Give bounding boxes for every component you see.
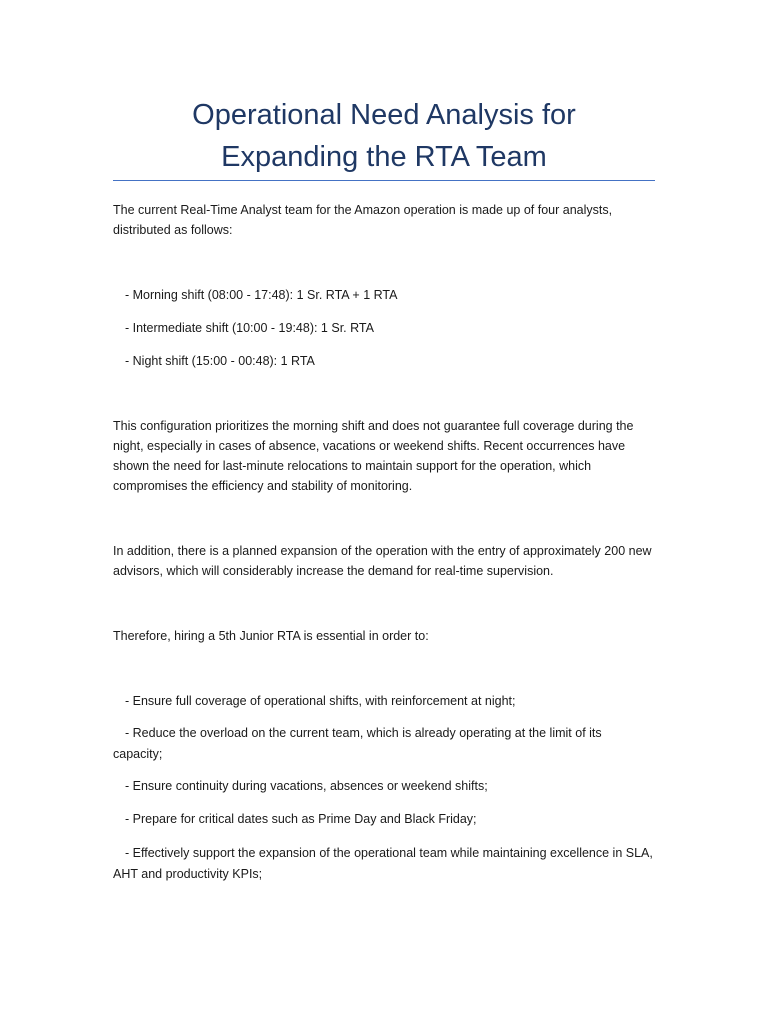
- reason-item-coverage: - Ensure full coverage of operational shifts, with reinforcement at night;: [125, 694, 516, 708]
- shift-item-night: - Night shift (15:00 - 00:48): 1 RTA: [125, 354, 315, 368]
- reason-item-expansion-support: - Effectively support the expansion of the operational team while maintaining excellence in SLA, AHT and productivity KPIs;: [113, 846, 653, 881]
- intro-paragraph: The current Real-Time Analyst team for the Amazon operation is made up of four analysts, distributed as follows:: [113, 203, 613, 237]
- reason-item-continuity: - Ensure continuity during vacations, absences or weekend shifts;: [125, 779, 488, 793]
- document-title: [113, 94, 655, 178]
- therefore-paragraph: Therefore, hiring a 5th Junior RTA is essential in order to:: [113, 629, 429, 643]
- title-underline: [113, 180, 655, 181]
- reason-item-overload: - Reduce the overload on the current team, which is already operating at the limit of its capacity;: [113, 726, 602, 761]
- reason-item-critical-dates: - Prepare for critical dates such as Prime Day and Black Friday;: [125, 812, 477, 826]
- shift-item-morning: - Morning shift (08:00 - 17:48): 1 Sr. RTA + 1 RTA: [125, 288, 398, 302]
- title-line-2: Expanding the RTA Team: [221, 141, 547, 173]
- title-line-1: Operational Need Analysis for: [192, 99, 576, 131]
- configuration-paragraph: This configuration prioritizes the morning shift and does not guarantee full coverage during the night, especially in cases of absence, vacations or weekend shifts. Recent occurrences have shown the need for last-minute relocations to maintain support for the operation, which compromises the efficiency and stability of monitoring.: [113, 419, 634, 493]
- expansion-paragraph: In addition, there is a planned expansion of the operation with the entry of approximately 200 new advisors, which will considerably increase the demand for real-time supervision.: [113, 544, 652, 578]
- shift-item-intermediate: - Intermediate shift (10:00 - 19:48): 1 Sr. RTA: [125, 321, 374, 335]
